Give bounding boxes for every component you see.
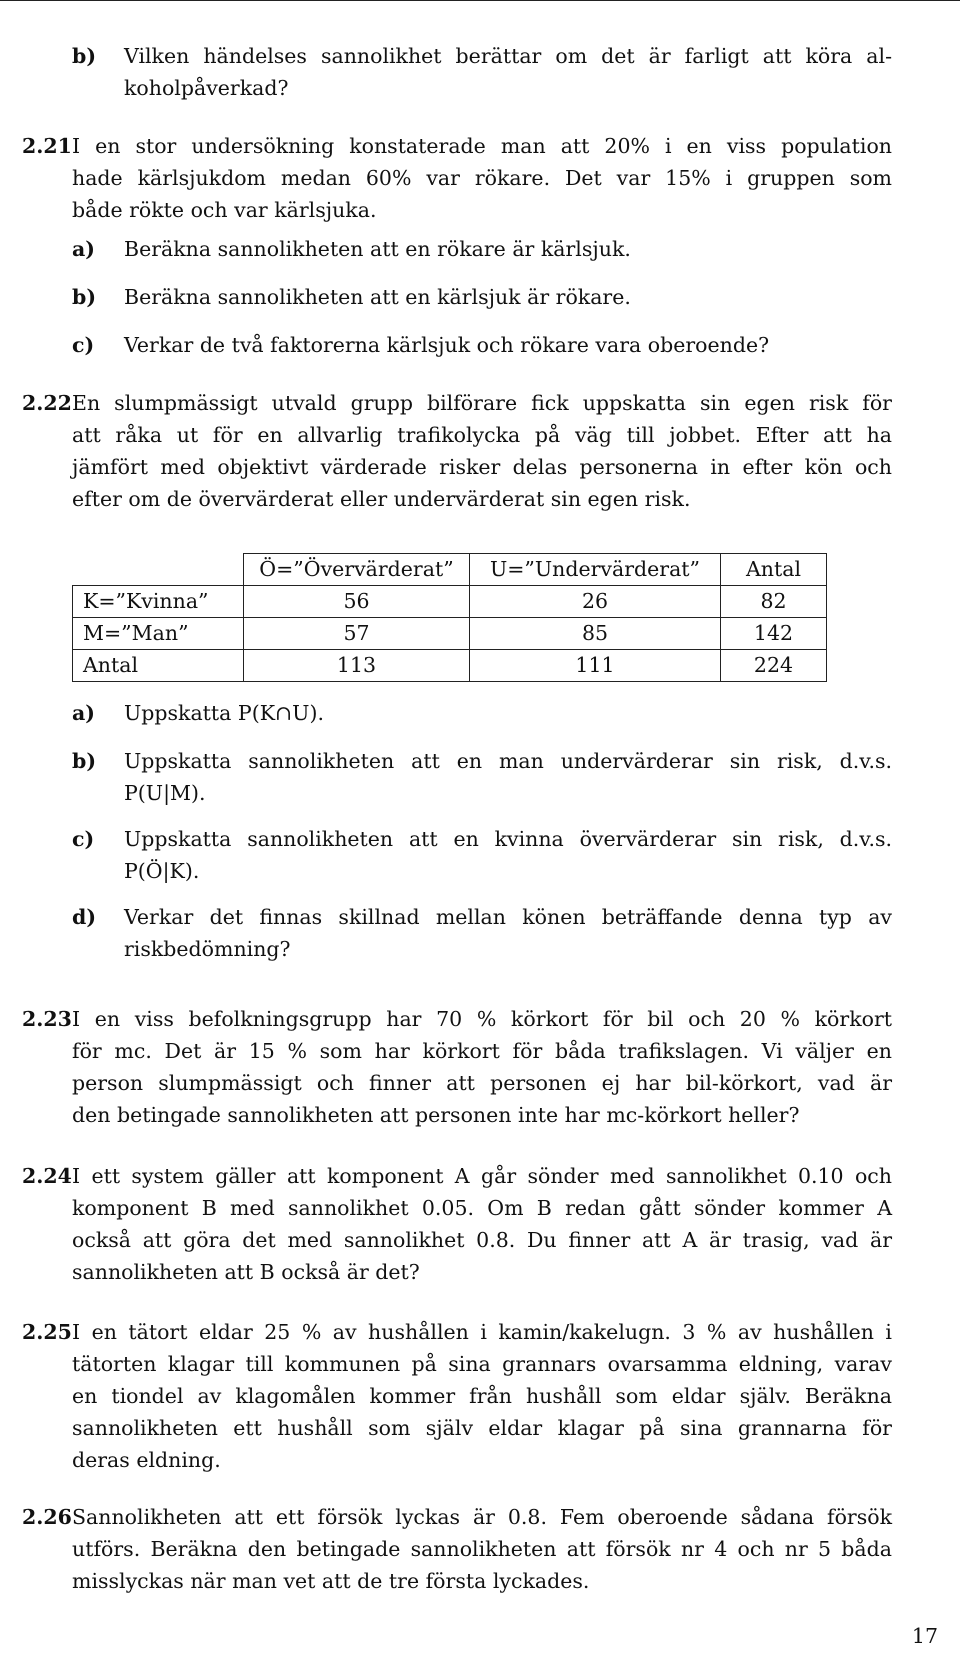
exercise-number: 2.25 xyxy=(22,1320,72,1344)
table-header-row xyxy=(73,554,827,586)
page-number: 17 xyxy=(911,1624,938,1648)
sub-label: b) xyxy=(72,44,97,68)
table-header: Ö=”Övervärderat” xyxy=(244,554,470,586)
table-header: U=”Undervärderat” xyxy=(470,554,721,586)
exercise-text: I en stor undersökning konstaterade man att 20% i en viss population hade kärlsjukdom medan 60% var rökare. Det var 15% i gruppen som både rökte och var kärlsjuka. xyxy=(72,134,892,222)
table-row: K=”Kvinna” 56 26 82 xyxy=(73,586,827,618)
risk-table xyxy=(72,553,827,682)
exercise-number: 2.21 xyxy=(22,134,72,158)
exercise-number: 2.22 xyxy=(22,391,72,415)
sub-text: Vilken händelses sannolikhet berättar om det är farligt att köra al- koholpåverkad? xyxy=(124,44,892,100)
exercise-text: I ett system gäller att komponent A går sönder med sannolikhet 0.10 och komponent B med sannolikhet 0.05. Om B redan gått sönder kommer A också att göra det med sannolikhet 0.8. Du finner att A är trasig, vad är sannolikheten att B också är det? xyxy=(72,1164,892,1284)
top-rule xyxy=(0,0,960,1)
table-header: Antal xyxy=(721,554,827,586)
exercise-number: 2.23 xyxy=(22,1007,72,1031)
exercise-text: En slumpmässigt utvald grupp bilförare fick uppskatta sin egen risk för att råka ut för en allvarlig trafikolycka på väg till jobbet. Efter att ha jämfört med objektivt värderade risker delas personerna in efter kön och efter om de övervärderat eller undervärderat sin egen risk. xyxy=(72,391,892,511)
table-row: M=”Man” 57 85 142 xyxy=(73,618,827,650)
exercise-number: 2.24 xyxy=(22,1164,72,1188)
exercise-number: 2.26 xyxy=(22,1505,72,1529)
exercise-text: I en tätort eldar 25 % av hushållen i kamin/kakelugn. 3 % av hushållen i tätorten klagar till kommunen på sina grannars ovarsamma eldning, varav en tiondel av klagomålen kommer från hushåll som eldar själv. Beräkna sannolikheten ett hushåll som själv eldar klagar på sina grannarna för deras eldning. xyxy=(72,1320,892,1472)
table-row: Antal 113 111 224 xyxy=(73,650,827,682)
exercise-text: Sannolikheten att ett försök lyckas är 0.8. Fem oberoende sådana försök utförs. Beräkna den betingade sannolikheten att försök nr 4 och nr 5 båda misslyckas när man vet att de tre första lyckades. xyxy=(72,1505,892,1593)
exercise-text: I en viss befolkningsgrupp har 70 % körkort för bil och 20 % körkort för mc. Det är 15 % som har körkort för båda trafikslagen. Vi väljer en person slumpmässigt och finner att personen ej har bil-körkort, vad är den betingade sannolikheten att personen inte har mc-körkort heller? xyxy=(72,1007,892,1127)
